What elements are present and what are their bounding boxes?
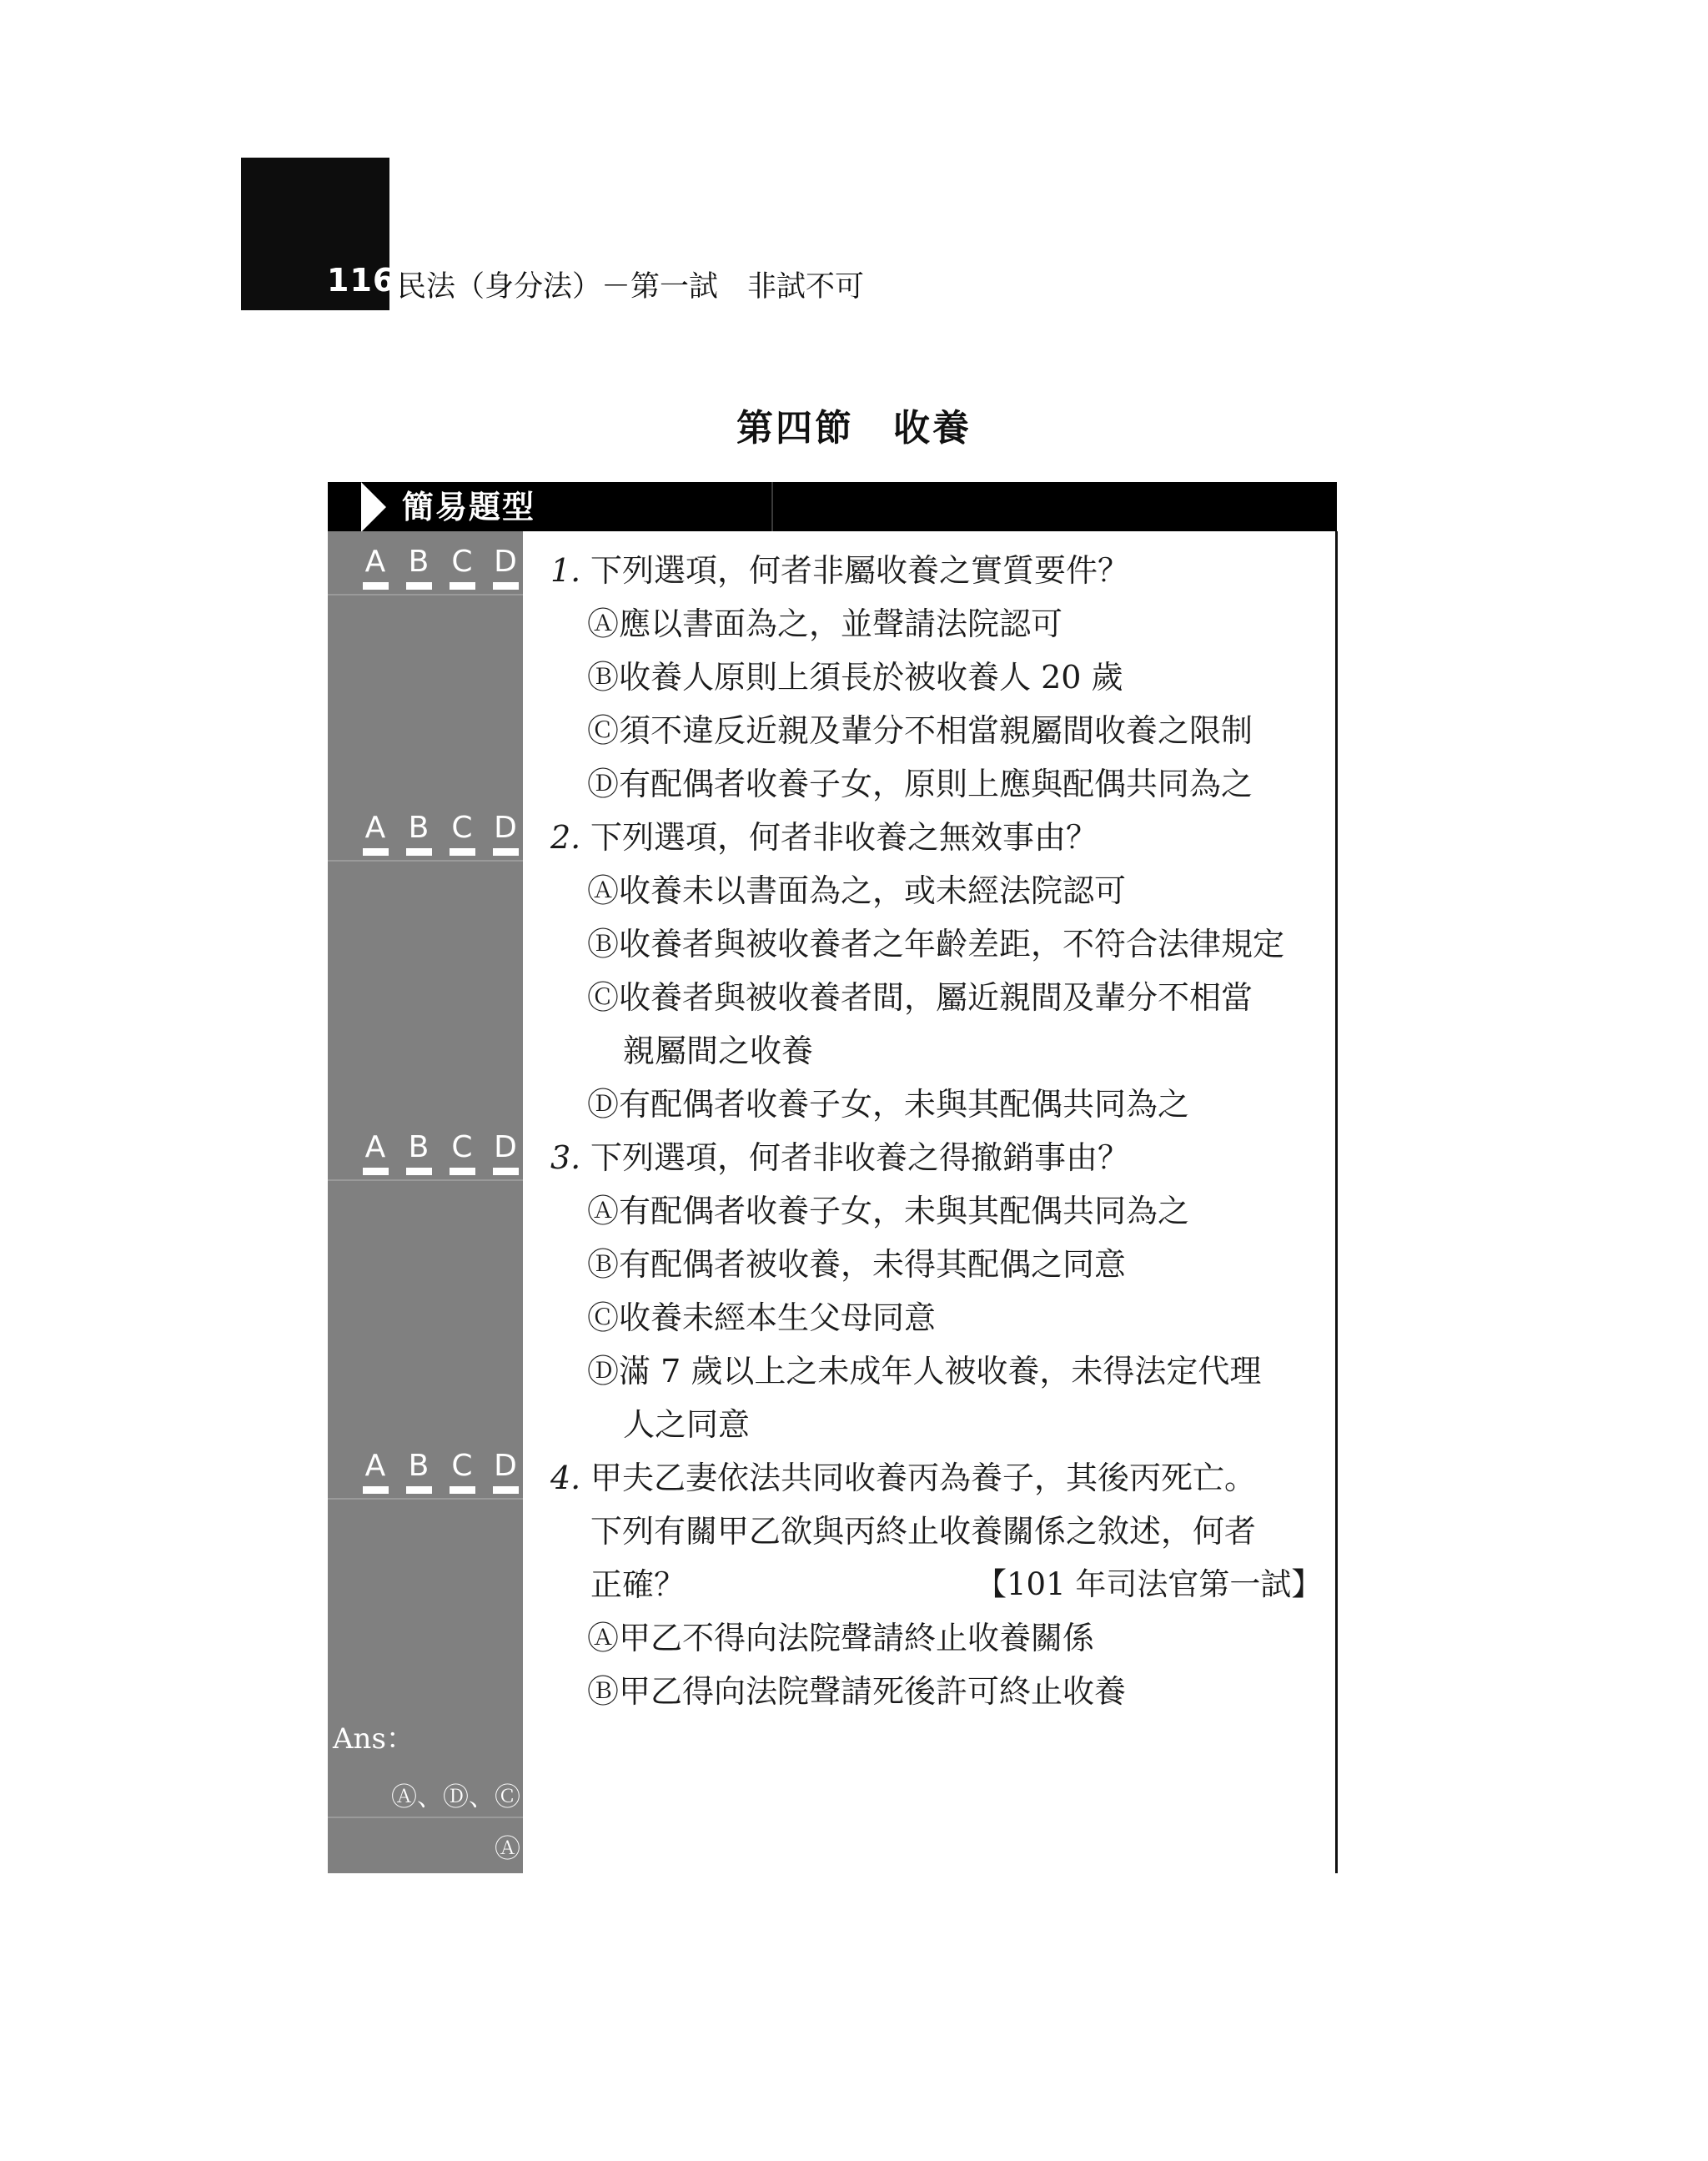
option-continuation: 人之同意	[623, 1406, 751, 1443]
choice-letter: C	[451, 545, 473, 579]
answer-box[interactable]	[450, 1486, 475, 1494]
question-text-continuation: 下列有關甲乙欲與丙終止收養關係之敘述，何者	[590, 1513, 1257, 1550]
option: Ⓑ有配偶者被收養，未得其配偶之同意	[587, 1246, 1127, 1283]
answer-key-line: Ⓐ	[495, 1834, 520, 1864]
answer-box[interactable]	[493, 1168, 519, 1175]
choice-letter: A	[364, 545, 386, 579]
option-continuation: 親屬間之收養	[623, 1033, 814, 1069]
question-text: 下列選項，何者非收養之無效事由？	[590, 819, 1098, 856]
answer-box[interactable]	[363, 582, 389, 590]
sidebar-separator	[328, 1817, 523, 1818]
choice-letter: C	[451, 1449, 473, 1483]
answer-box[interactable]	[406, 1168, 432, 1175]
question-3	[550, 1131, 1129, 1184]
band-divider	[771, 482, 773, 531]
option: Ⓑ收養人原則上須長於被收養人 20 歲	[587, 659, 1123, 696]
choice-letter: C	[451, 1130, 473, 1164]
answer-box[interactable]	[406, 1486, 432, 1494]
right-rule	[1335, 531, 1338, 1873]
choice-letter: A	[364, 811, 386, 845]
choice-letter: D	[494, 545, 517, 579]
option: Ⓐ應以書面為之，並聲請法院認可	[587, 606, 1063, 642]
question-number: 1.	[550, 552, 581, 589]
question-text: 下列選項，何者非收養之得撤銷事由？	[590, 1139, 1130, 1176]
question-2	[550, 811, 1098, 864]
answer-choices-q1	[360, 545, 527, 601]
answer-box[interactable]	[363, 848, 389, 856]
question-text: 甲夫乙妻依法共同收養丙為養子，其後丙死亡。	[590, 1460, 1257, 1496]
option: Ⓒ收養未經本生父母同意	[587, 1299, 937, 1336]
choice-letter: B	[408, 1449, 430, 1483]
option: Ⓓ有配偶者收養子女，未與其配偶共同為之	[587, 1086, 1190, 1123]
arrow-icon	[361, 482, 386, 532]
choice-letter: C	[451, 811, 473, 845]
question-source: 【101 年司法官第一試】	[976, 1566, 1323, 1602]
choice-letter: D	[494, 1130, 517, 1164]
choice-letter: A	[364, 1130, 386, 1164]
option: Ⓐ收養未以書面為之，或未經法院認可	[587, 872, 1127, 909]
question-4	[550, 1451, 1256, 1505]
answer-box[interactable]	[493, 582, 519, 590]
option: Ⓓ有配偶者收養子女，原則上應與配偶共同為之	[587, 766, 1253, 802]
choice-letter: B	[408, 1130, 430, 1164]
choice-letter: D	[494, 811, 517, 845]
choice-letter: B	[408, 811, 430, 845]
page-number: 116	[327, 262, 396, 299]
question-text: 下列選項，何者非屬收養之實質要件？	[590, 552, 1130, 589]
answer-box[interactable]	[406, 848, 432, 856]
choice-letter: A	[364, 1449, 386, 1483]
answer-choices-q2	[360, 812, 527, 867]
section-title: 第四節 收養	[736, 407, 972, 450]
option: Ⓒ須不違反近親及輩分不相當親屬間收養之限制	[587, 712, 1253, 749]
answer-key-label: Ans：	[333, 1722, 414, 1756]
answer-box[interactable]	[450, 848, 475, 856]
option: Ⓓ滿 7 歲以上之未成年人被收養，未得法定代理	[587, 1353, 1262, 1390]
answer-choices-q4	[360, 1450, 527, 1505]
answer-box[interactable]	[493, 848, 519, 856]
running-header-title: 民法（身分法）－第一試 非試不可	[397, 270, 865, 304]
question-number: 3.	[550, 1139, 581, 1176]
answer-box[interactable]	[363, 1168, 389, 1175]
option: Ⓒ收養者與被收養者間，屬近親間及輩分不相當	[587, 979, 1253, 1016]
answer-box[interactable]	[363, 1486, 389, 1494]
option: Ⓐ甲乙不得向法院聲請終止收養關係	[587, 1620, 1095, 1656]
option: Ⓑ甲乙得向法院聲請死後許可終止收養	[587, 1673, 1127, 1710]
question-type-title: 簡易題型	[402, 489, 536, 525]
answer-sidebar	[328, 531, 523, 1873]
option: Ⓑ收養者與被收養者之年齡差距，不符合法律規定	[587, 926, 1285, 962]
question-number: 4.	[550, 1460, 581, 1496]
answer-box[interactable]	[450, 582, 475, 590]
choice-letter: D	[494, 1449, 517, 1483]
option: Ⓐ有配偶者收養子女，未與其配偶共同為之	[587, 1193, 1190, 1229]
question-number: 2.	[550, 819, 581, 856]
choice-letter: B	[408, 545, 430, 579]
answer-box[interactable]	[493, 1486, 519, 1494]
answer-box[interactable]	[450, 1168, 475, 1175]
answer-key-line: Ⓐ、Ⓓ、Ⓒ	[391, 1782, 520, 1812]
answer-choices-q3	[360, 1131, 527, 1186]
question-text-continuation: 正確？	[590, 1566, 686, 1603]
question-1	[550, 544, 1129, 597]
answer-box[interactable]	[406, 582, 432, 590]
